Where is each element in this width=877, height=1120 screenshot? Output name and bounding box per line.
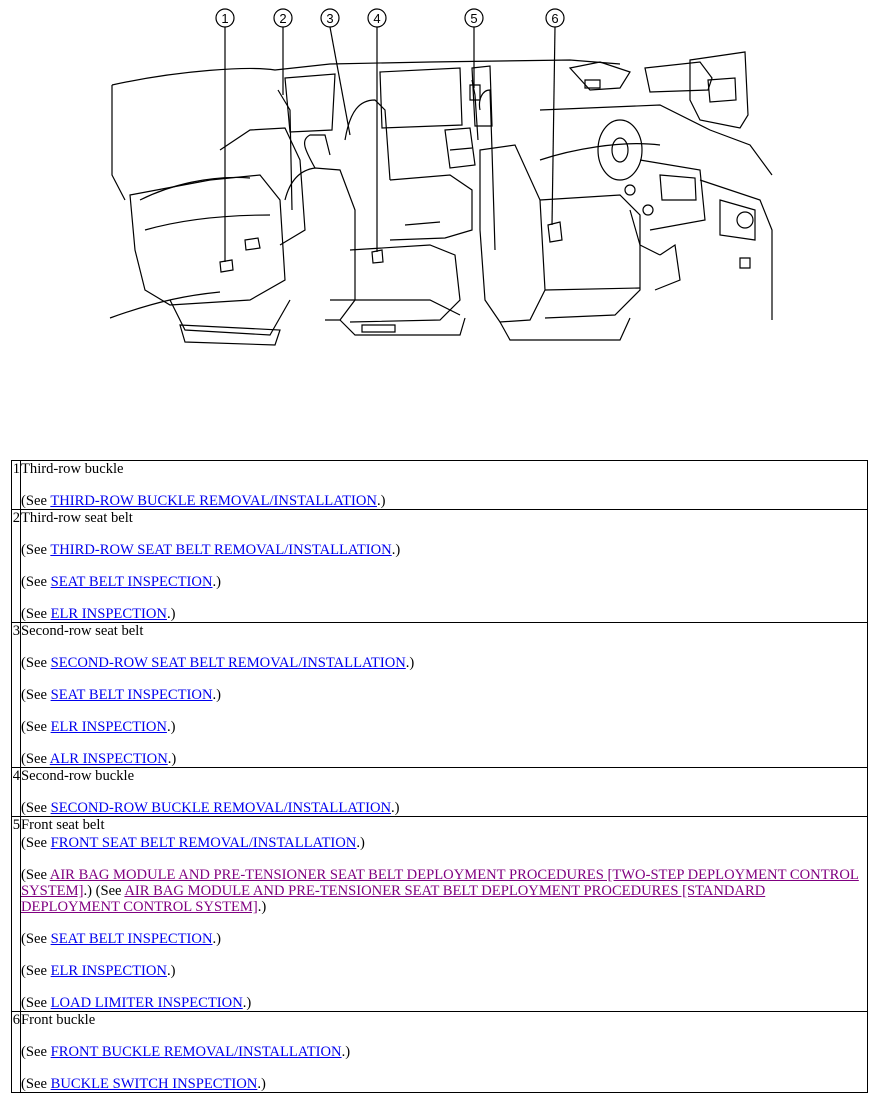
reference-line: (See SECOND-ROW BUCKLE REMOVAL/INSTALLATION.) (21, 800, 400, 816)
airbag-two-step-deployment-link[interactable]: AIR BAG MODULE AND PRE-TENSIONER SEAT BELT DEPLOYMENT PROCEDURES [TWO-STEP DEPLOYMENT CONTROL SYSTEM] (21, 867, 859, 899)
reference-line: (See FRONT BUCKLE REMOVAL/INSTALLATION.) (21, 1044, 351, 1060)
part-name: Second-row seat belt (21, 623, 144, 639)
callout-label-5: 5 (470, 11, 478, 26)
reference-line: (See THIRD-ROW BUCKLE REMOVAL/INSTALLATION.) (21, 493, 386, 509)
part-number: 4 (12, 768, 21, 817)
callout-label-4: 4 (373, 11, 381, 26)
parts-table (11, 460, 868, 1093)
part-description (21, 1012, 868, 1093)
front-seat-belt-removal-link[interactable]: FRONT SEAT BELT REMOVAL/INSTALLATION (50, 835, 357, 851)
table-row (12, 623, 868, 768)
part-name: Third-row buckle (21, 461, 124, 477)
front-buckle-removal-link[interactable]: FRONT BUCKLE REMOVAL/INSTALLATION (50, 1044, 342, 1060)
part-number: 2 (12, 510, 21, 623)
callout-label-3: 3 (326, 11, 334, 26)
part-number: 1 (12, 461, 21, 510)
elr-inspection-link[interactable]: ELR INSPECTION (50, 963, 167, 979)
table-row (12, 817, 868, 1012)
part-name: Third-row seat belt (21, 510, 133, 526)
callout-label-2: 2 (279, 11, 287, 26)
reference-line: (See ELR INSPECTION.) (21, 963, 176, 979)
table-row (12, 461, 868, 510)
vehicle-interior-figure (100, 0, 780, 360)
elr-inspection-link[interactable]: ELR INSPECTION (50, 606, 167, 622)
seat-belt-inspection-link[interactable]: SEAT BELT INSPECTION (50, 574, 213, 590)
part-description (21, 461, 868, 510)
part-name: Front seat belt (21, 817, 105, 833)
third-row-seat-belt-removal-link[interactable]: THIRD-ROW SEAT BELT REMOVAL/INSTALLATION (50, 542, 392, 558)
third-row-buckle-removal-link[interactable]: THIRD-ROW BUCKLE REMOVAL/INSTALLATION (50, 493, 377, 509)
airbag-reference-line: (See AIR BAG MODULE AND PRE-TENSIONER SEAT BELT DEPLOYMENT PROCEDURES [TWO-STEP DEPLOYMENT CONTROL SYSTEM].) (See AIR BAG MODULE AND PRE-TENSIONER SEAT BELT DEPLOYMENT PROCEDURES [STANDARD DEPLOYMENT CONTROL SYSTEM].) (21, 867, 859, 915)
reference-line: (See ALR INSPECTION.) (21, 751, 177, 767)
airbag-standard-deployment-link[interactable]: AIR BAG MODULE AND PRE-TENSIONER SEAT BELT DEPLOYMENT PROCEDURES [STANDARD DEPLOYMENT CONTROL SYSTEM] (21, 883, 766, 915)
part-number: 5 (12, 817, 21, 1012)
reference-line: (See BUCKLE SWITCH INSPECTION.) (21, 1076, 266, 1092)
reference-line: (See SEAT BELT INSPECTION.) (21, 687, 222, 703)
reference-line: (See SEAT BELT INSPECTION.) (21, 574, 222, 590)
reference-line: (See LOAD LIMITER INSPECTION.) (21, 995, 252, 1011)
load-limiter-inspection-link[interactable]: LOAD LIMITER INSPECTION (50, 995, 243, 1011)
second-row-seat-belt-removal-link[interactable]: SECOND-ROW SEAT BELT REMOVAL/INSTALLATION (50, 655, 406, 671)
reference-line: (See SEAT BELT INSPECTION.) (21, 931, 222, 947)
part-description (21, 510, 868, 623)
seat-belt-inspection-link[interactable]: SEAT BELT INSPECTION (50, 687, 213, 703)
part-name: Front buckle (21, 1012, 96, 1028)
reference-line: (See ELR INSPECTION.) (21, 719, 176, 735)
table-row (12, 768, 868, 817)
second-row-buckle-removal-link[interactable]: SECOND-ROW BUCKLE REMOVAL/INSTALLATION (50, 800, 392, 816)
part-description (21, 623, 868, 768)
callout-label-6: 6 (551, 11, 559, 26)
reference-line: (See FRONT SEAT BELT REMOVAL/INSTALLATION.) (21, 835, 365, 851)
part-number: 3 (12, 623, 21, 768)
alr-inspection-link[interactable]: ALR INSPECTION (49, 751, 168, 767)
vehicle-interior-drawing (100, 0, 780, 360)
elr-inspection-link[interactable]: ELR INSPECTION (50, 719, 167, 735)
table-row (12, 1012, 868, 1093)
part-description (21, 817, 868, 1012)
table-row (12, 510, 868, 623)
part-description (21, 768, 868, 817)
callout-label-1: 1 (221, 11, 229, 26)
part-name: Second-row buckle (21, 768, 135, 784)
part-number: 6 (12, 1012, 21, 1093)
reference-line: (See THIRD-ROW SEAT BELT REMOVAL/INSTALLATION.) (21, 542, 401, 558)
buckle-switch-inspection-link[interactable]: BUCKLE SWITCH INSPECTION (50, 1076, 258, 1092)
seat-belt-inspection-link[interactable]: SEAT BELT INSPECTION (50, 931, 213, 947)
reference-line: (See ELR INSPECTION.) (21, 606, 176, 622)
reference-line: (See SECOND-ROW SEAT BELT REMOVAL/INSTALLATION.) (21, 655, 415, 671)
